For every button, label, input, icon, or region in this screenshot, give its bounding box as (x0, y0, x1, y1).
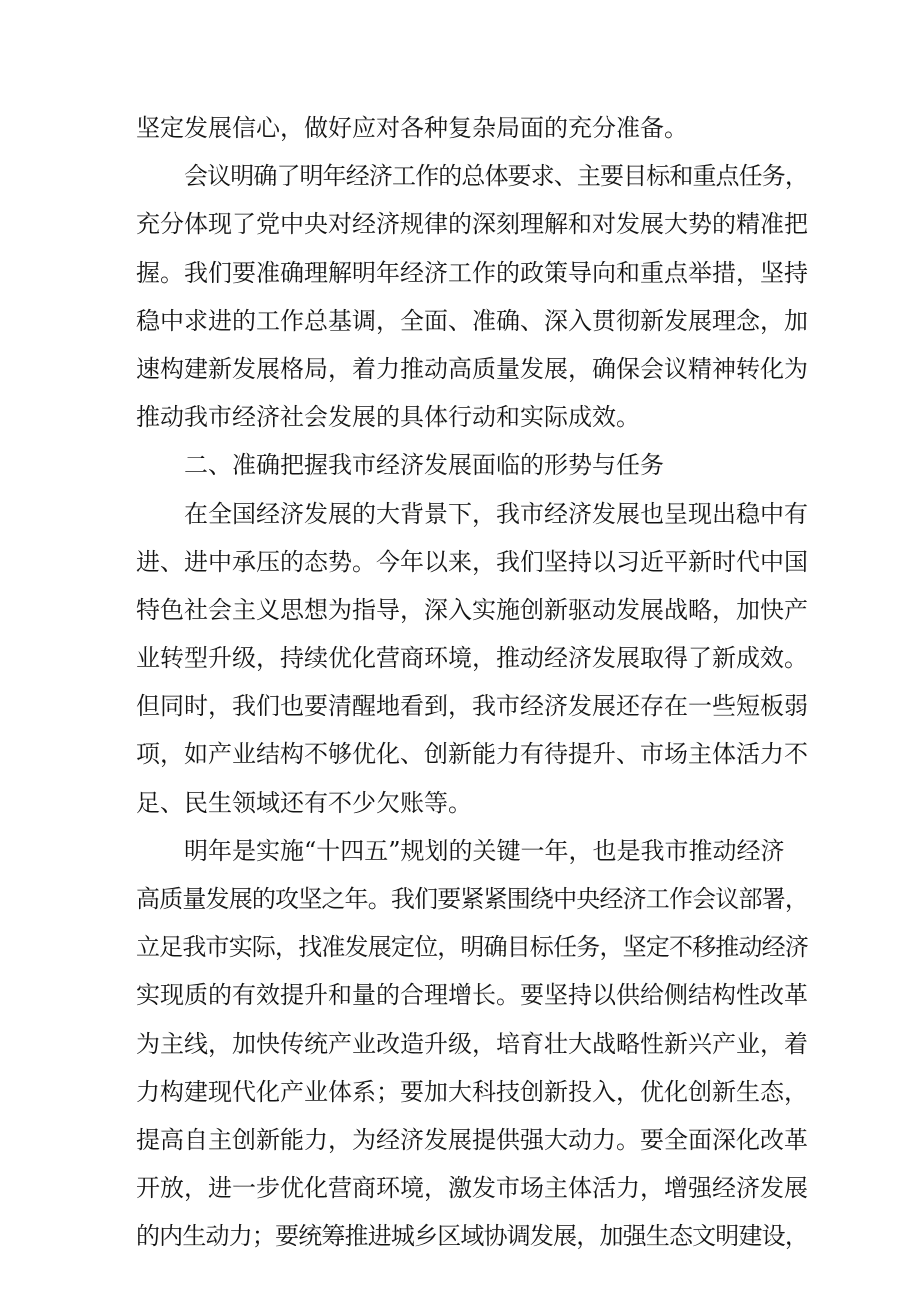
text-line: 的内生动力；要统筹推进城乡区域协调发展，加强生态文明建设， (136, 1222, 808, 1251)
text-line: 立足我市实际，找准发展定位，明确目标任务，坚定不移推动经济 (136, 933, 808, 962)
text-line: 力构建现代化产业体系；要加大科技创新投入，优化创新生态， (136, 1077, 808, 1106)
text-line: 业转型升级，持续优化营商环境，推动经济发展取得了新成效。 (136, 644, 808, 673)
text-line: 高质量发展的攻坚之年。我们要紧紧围绕中央经济工作会议部署， (136, 885, 808, 913)
text-line: 明年是实施“十四五”规划的关键一年，也是我市推动经济 (184, 836, 785, 865)
text-line: 会议明确了明年经济工作的总体要求、主要目标和重点任务， (184, 162, 808, 191)
text-line: 实现质的有效提升和量的合理增长。要坚持以供给侧结构性改革 (136, 981, 808, 1010)
text-line: 握。我们要准确理解明年经济工作的政策导向和重点举措，坚持 (136, 258, 808, 287)
text-line: 足、民生领域还有不少欠账等。 (136, 788, 472, 817)
text-line: 为主线，加快传统产业改造升级，培育壮大战略性新兴产业，着 (136, 1029, 808, 1058)
text-line: 速构建新发展格局，着力推动高质量发展，确保会议精神转化为 (136, 354, 808, 383)
text-line: 二、准确把握我市经济发展面临的形势与任务 (184, 451, 664, 480)
text-line: 提高自主创新能力，为经济发展提供强大动力。要全面深化改革 (136, 1125, 808, 1154)
text-line: 推动我市经济社会发展的具体行动和实际成效。 (136, 403, 640, 432)
text-line: 进、进中承压的态势。今年以来，我们坚持以习近平新时代中国 (136, 547, 808, 576)
text-line: 稳中求进的工作总基调，全面、准确、深入贯彻新发展理念，加 (136, 306, 808, 335)
document-body (136, 104, 808, 1261)
text-line: 坚定发展信心，做好应对各种复杂局面的充分准备。 (136, 114, 688, 142)
text-line: 开放，进一步优化营商环境，激发市场主体活力，增强经济发展 (136, 1174, 808, 1203)
text-line: 特色社会主义思想为指导，深入实施创新驱动发展战略，加快产 (136, 595, 808, 624)
text-line: 但同时，我们也要清醒地看到，我市经济发展还存在一些短板弱 (136, 692, 808, 721)
text-line: 项，如产业结构不够优化、创新能力有待提升、市场主体活力不 (136, 740, 808, 769)
text-line: 在全国经济发展的大背景下，我市经济发展也呈现出稳中有 (184, 499, 808, 528)
text-line: 充分体现了党中央对经济规律的深刻理解和对发展大势的精准把 (136, 210, 808, 239)
